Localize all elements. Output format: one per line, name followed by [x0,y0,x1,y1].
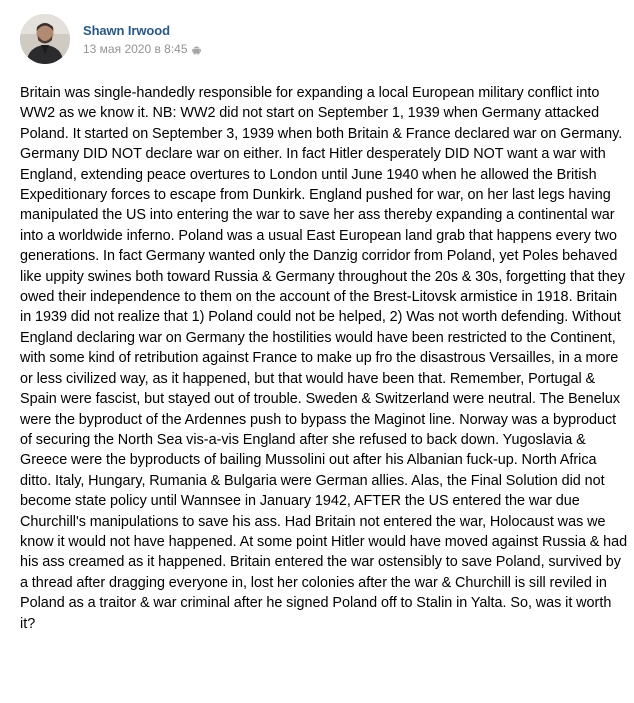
post-header [20,14,201,66]
android-icon [192,45,201,55]
post-text: Britain was single-handedly responsible for expanding a local European military conflict into WW2 as we know it. NB: WW2 did not start on September 1, 1939 when Germany attacked Poland. It started on September 3, 1939 when both Britain & France declared war on Germany. Germany DID NOT declare war on either. In fact Hitler desperately DID NOT want a war with England, extending peace overtures to London until June 1940 when he allowed the British Expeditionary forces to escape from Dunkirk. England pushed for war, on her last legs having manipulated the US into entering the war to save her ass thereby expanding a continental war into a worldwide inferno. Poland was a usual East European land grab that happens every two generations. In fact Germany wanted only the Danzig corridor from Poland, yet Poles behaved like uppity swines both toward Russia & Germany throughout the 20s & 30s, forgetting that they owed their independence to them on the account of the Brest-Litovsk armistice in 1918. Britain in 1939 did not realize that 1) Poland could not be helped, 2) Was not worth defending. Without England declaring war on Germany the hostilities would have been restricted to the Continent, with some kind of retribution against France to make up fro the disastrous Versailles, in a more or less civilized way, as it happened, but that would have been that. Remember, Portugal & Spain were fascist, but stayed out of trouble. Sweden & Switzerland were neutral. The Benelux were the byproduct of the Ardennes push to bypass the Maginot line. Norway was a byproduct of securing the North Sea vis-a-vis England after she refused to back down. Yugoslavia & Greece were the byproducts of bailing Mussolini out after his Albanian fuck-up. North Africa ditto. Italy, Hungary, Rumania & Bulgaria were German allies. Alas, the Final Solution did not become state policy until Wannsee in January 1942, AFTER the US entered the war due Churchill's manipulations to save his ass. Had Britain not entered the war, Holocaust was we know it would not have happened. At some point Hitler would have moved against Russia & had his ass creamed as it happened. Britain entered the war ostensibly to save Poland, survived by a thread after dragging everyone in, lost her colonies after the war & Churchill is sill reviled in Poland as a traitor & war criminal after he signed Poland off to Stalin in Yalta. So, was it worth it? [20,85,628,632]
avatar-image [20,14,70,64]
post-date[interactable]: 13 мая 2020 в 8:45 [83,42,188,56]
author-block [83,23,201,57]
author-name-link[interactable]: Shawn Irwood [83,23,170,38]
avatar[interactable] [20,14,70,64]
post-meta [83,42,201,57]
